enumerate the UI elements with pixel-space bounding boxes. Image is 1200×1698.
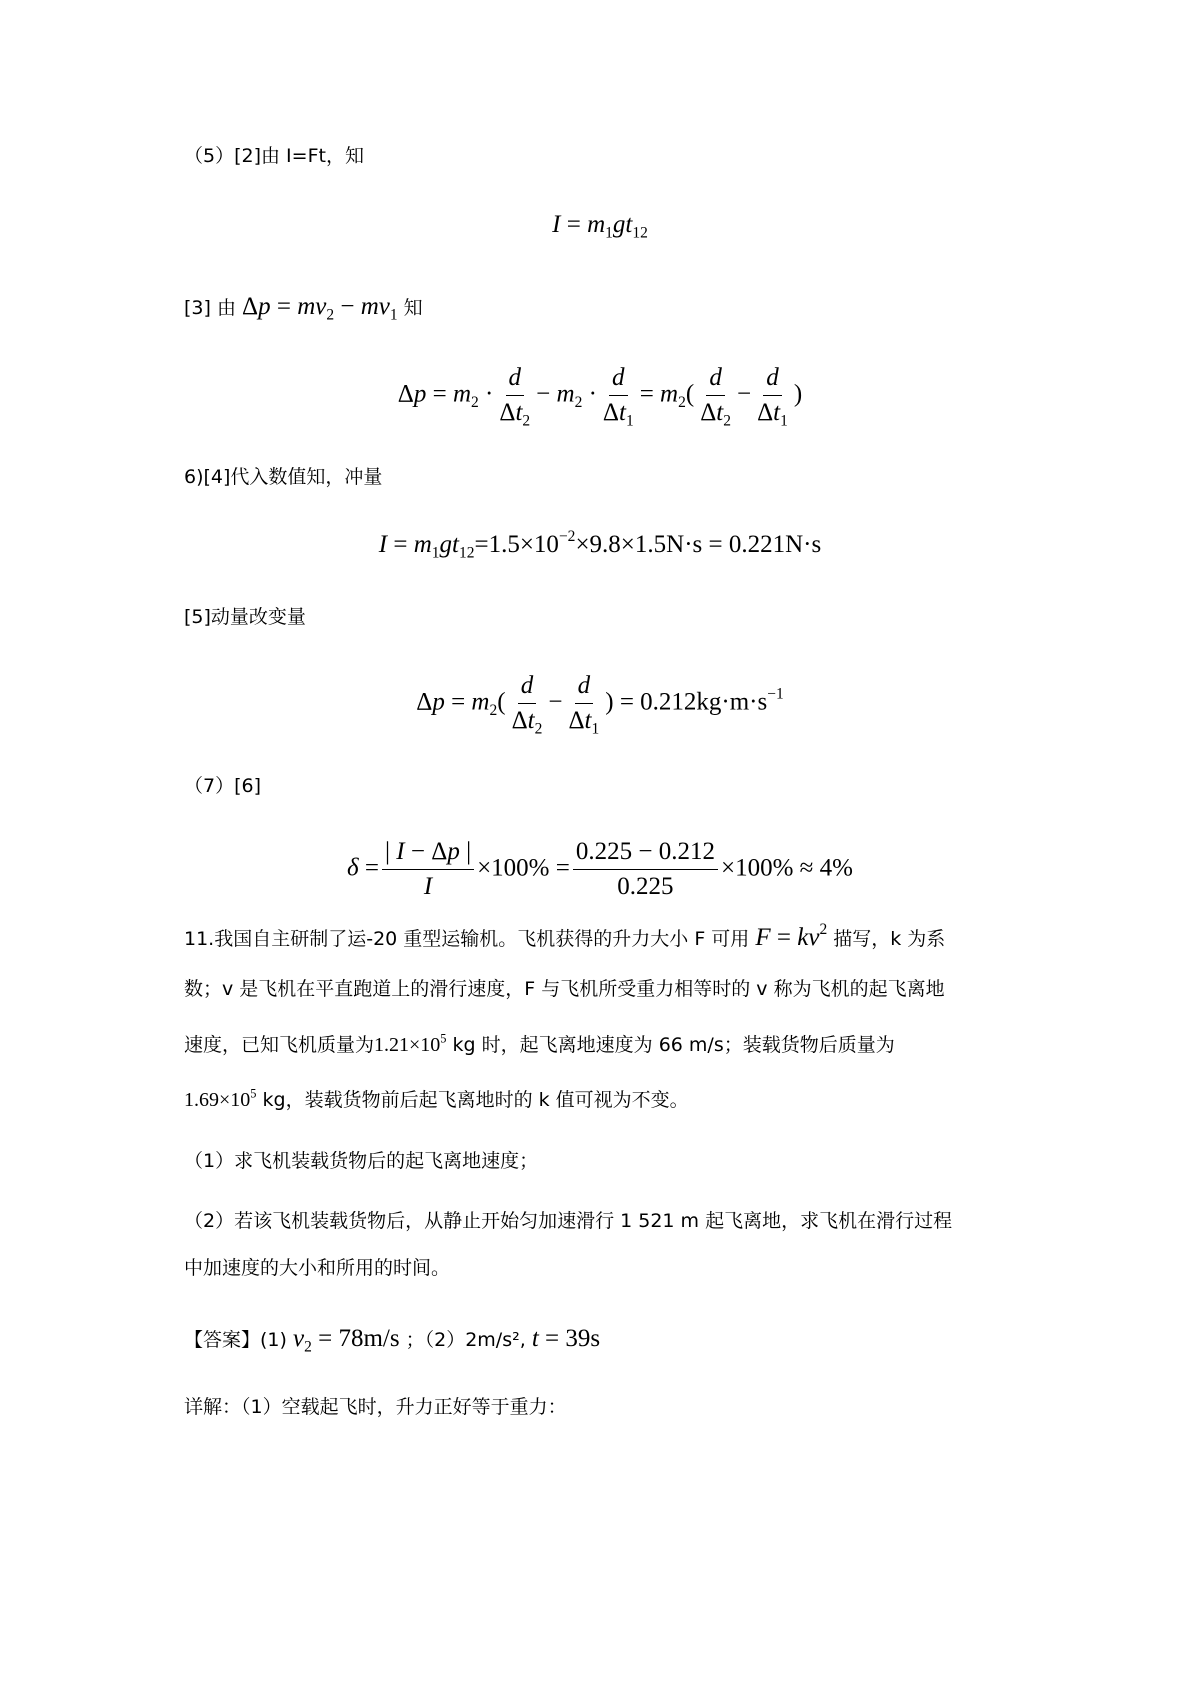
formula-impulse: $I = m_1gt_{12}$ — [552, 211, 648, 242]
sub-question-1: （1）求飞机装载货物后的起飞离地速度； — [184, 1150, 539, 1172]
line-7-heading: （7）[6] — [184, 775, 262, 797]
formula-relative-error: δ = $\frac{| I - \Delta p |}{I}$ ×100% = $\frac{0.225 - 0.212}{0.225}$ ×100% ≈ 4% — [347, 838, 853, 900]
question-11-line-1: 11.我国自主研制了运-20 重型运输机。飞机获得的升力大小 F 可用 $F = kv^2$ 描写，k 为系 — [184, 921, 946, 951]
question-11-line-2: 数；v 是飞机在平直跑道上的滑行速度，F 与飞机所受重力相等时的 v 称为飞机的起飞离地 — [184, 978, 945, 1000]
question-11-line-4: $1.69\times 10^5$ kg，装载货物前后起飞离地时的 k 值可视为不变。 — [184, 1086, 689, 1111]
formula-momentum-value: $\Delta p = m_2$( $\frac{d}{\Delta t_2}$ − $\frac{d}{\Delta t_1}$ ) = $0.212kg\cdot m\cdot s^{-1}$ — [416, 672, 784, 738]
line-3-heading: [3] 由 $\Delta p = mv_2 - mv_1$ 知 — [184, 293, 423, 324]
answer-label: 【答案】 — [184, 1329, 261, 1351]
detail-line: 详解：（1）空载起飞时，升力正好等于重力： — [184, 1396, 567, 1418]
formula-momentum-change: $\Delta p = m_2$ · $\frac{d}{\Delta t_2}$ − $m_2$ · $\frac{d}{\Delta t_1}$ = $m_2$( $\frac{d}{\Delta t_2}$ − $\frac{d}{\Delta t_1}$ ) — [397, 364, 803, 430]
line-6-heading: 6)[4]代入数值知，冲量 — [184, 466, 383, 488]
sub-question-2-line-2: 中加速度的大小和所用的时间。 — [184, 1257, 451, 1279]
sub-question-2-line-1: （2）若该飞机装载货物后，从静止开始匀加速滑行 1 521 m 起飞离地，求飞机在滑行过程 — [184, 1210, 953, 1232]
line-5-heading: （5）[2]由 I=Ft，知 — [184, 145, 364, 167]
answer-line: 【答案】(1) $v_2 = 78m/s$ ；（2）2m/s², t = 39s — [184, 1325, 601, 1356]
question-11-line-3: 速度，已知飞机质量为$1.21\times 10^5$ kg 时，起飞离地速度为 66 m/s；装载货物后质量为 — [184, 1031, 895, 1056]
formula-impulse-value: $I = m_1gt_{12}=1.5\times 10^{-2}\times 9.8\times 1.5N\cdot s = 0.221N\cdot s$ — [378, 528, 822, 562]
line-5b-heading: [5]动量改变量 — [184, 606, 306, 628]
